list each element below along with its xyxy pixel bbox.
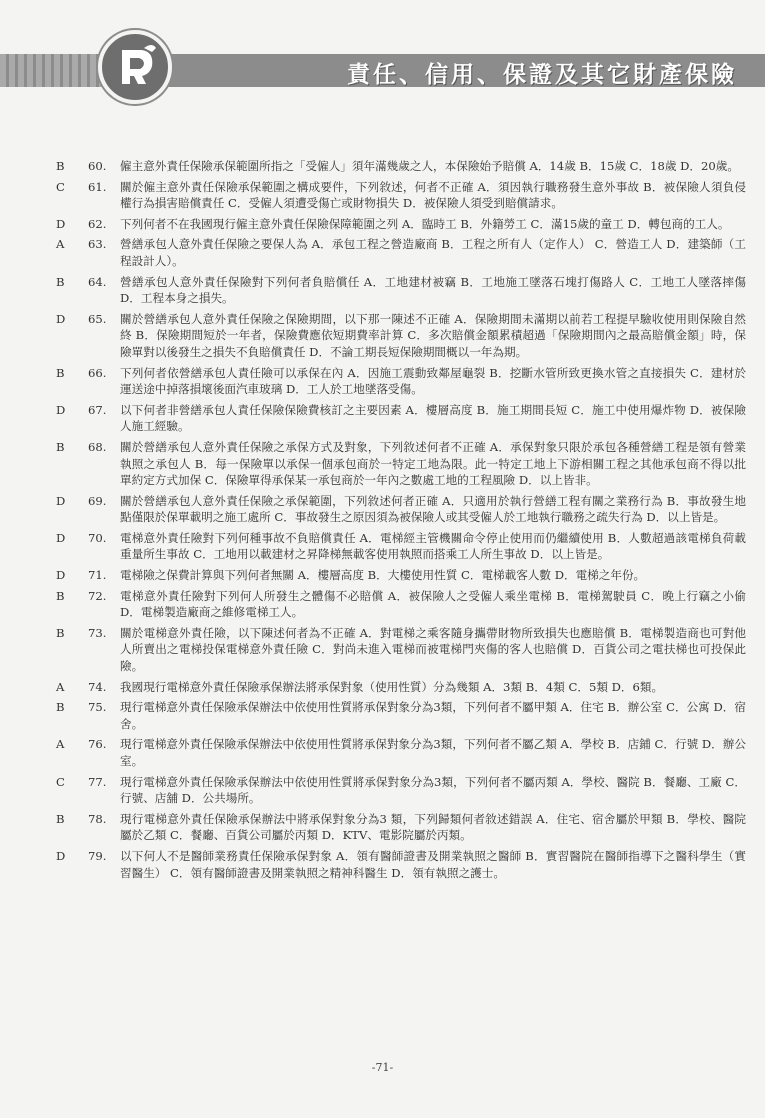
question-item	[56, 699, 746, 732]
page-title: 責任、信用、保證及其它財產保險	[347, 62, 737, 88]
question-text: 電梯意外責任險對下列何種事故不負賠償責任 A．電梯經主管機關命令停止使用而仍繼續使用 B．人數超過該電梯負荷載重量所生事故 C．工地用以載建材之昇降梯無載客使用執照而搭乘工人所生事故 D．以上皆是。	[120, 530, 746, 562]
question-text: 關於營繕承包人意外責任保險之承保方式及對象，下列敘述何者不正確 A．承保對象只限於承包各種營繕工程是領有營業執照之承包人 B．每一保險單以承保一個承包商於一特定工地為限。此一特定工地上下游相關工程之其他承包商不得以批單約定方式加保 C．保險單得承保某一承包商於一年內之數處工地的工程風險 D．以上皆非。	[120, 439, 746, 488]
answer-letter: B	[56, 365, 65, 380]
header-stripes	[0, 54, 108, 87]
question-list	[56, 158, 746, 885]
question-number: 62.	[88, 216, 107, 231]
question-item	[56, 274, 746, 307]
question-item	[56, 216, 746, 233]
question-item	[56, 736, 746, 769]
question-text: 營繕承包人意外責任保險之要保人為 A．承包工程之營造廠商 B．工程之所有人（定作人） C．營造工人 D．建築師（工程設計人）。	[120, 237, 746, 268]
answer-letter: D	[56, 848, 66, 863]
question-text: 關於營繕承包人意外責任保險之保險期間，以下那一陳述不正確 A．保險期間未滿期以前若工程提早驗收使用則保險自然終 B．保險期間短於一年者，保險費應依短期費率計算 C．多次賠償金額累積超過「保險期間內之最高賠償金額」時，保險單對以後發生之損失不負賠償責任 D．不論工期長短保險期間概以一年為期。	[120, 311, 746, 359]
question-number: 79.	[88, 848, 107, 863]
question-item	[56, 774, 746, 807]
question-item	[56, 625, 746, 675]
question-number: 74.	[88, 679, 107, 694]
question-item	[56, 588, 746, 621]
answer-letter: B	[56, 159, 65, 173]
answer-letter: B	[56, 625, 65, 640]
question-text: 關於電梯意外責任險，以下陳述何者為不正確 A．對電梯之乘客隨身攜帶財物所致損失也應賠償 B．電梯製造商也可對他人所賣出之電梯投保電梯意外責任險 C．對尚未進入電梯而被電梯門夾傷的客人也賠償 D．百貨公司之電扶梯也可投保此險。	[120, 625, 746, 674]
question-text: 下列何者不在我國現行僱主意外責任保險保障範圍之列 A．臨時工 B．外籍勞工 C．滿15歲的童工 D．轉包商的工人。	[120, 216, 730, 231]
question-number: 78.	[88, 811, 107, 826]
question-number: 67.	[88, 402, 107, 417]
question-text: 僱主意外責任保險承保範圍所指之「受僱人」須年滿幾歲之人，本保險始予賠償 A．14歲 B．15歲 C．18歲 D．20歲。	[120, 159, 739, 173]
question-text: 電梯險之保費計算與下列何者無關 A．樓層高度 B．大樓使用性質 C．電梯載客人數 D．電梯之年份。	[120, 568, 646, 583]
question-text: 現行電梯意外責任保險承保辦法中依使用性質將承保對象分為3類，下列何者不屬丙類 A．學校、醫院 B．餐廳、工廠 C．行號、店舖 D．公共場所。	[120, 774, 746, 806]
question-text: 現行電梯意外責任保險承保辦法中依使用性質將承保對象分為3類，下列何者不屬甲類 A．住宅 B．辦公室 C．公寓 D．宿舍。	[120, 700, 746, 731]
question-item	[56, 811, 746, 844]
answer-letter: D	[56, 568, 66, 583]
question-item	[56, 402, 746, 435]
page-header	[0, 0, 765, 110]
answer-letter: B	[56, 811, 65, 826]
question-item	[56, 530, 746, 563]
question-item	[56, 567, 746, 584]
question-number: 77.	[88, 774, 107, 789]
question-item	[56, 158, 746, 175]
question-number: 64.	[88, 274, 107, 289]
question-number: 70.	[88, 530, 107, 545]
question-item	[56, 848, 746, 881]
question-number: 73.	[88, 625, 107, 640]
question-number: 66.	[88, 365, 107, 380]
question-number: 69.	[88, 493, 107, 508]
question-item	[56, 236, 746, 269]
question-text: 我國現行電梯意外責任保險承保辦法將承保對象（使用性質）分為幾類 A．3類 B．4類 C．5類 D．6類。	[120, 679, 664, 694]
question-text: 現行電梯意外責任保險承保辦法中依使用性質將承保對象分為3類，下列何者不屬乙類 A．學校 B．店鋪 C．行號 D．辦公室。	[120, 737, 746, 768]
answer-letter: D	[56, 402, 66, 417]
answer-letter: A	[56, 679, 65, 694]
question-number: 76.	[88, 737, 107, 752]
question-text: 下列何者依營繕承包人責任險可以承保在內 A．因施工震動致鄰屋龜裂 B．挖斷水管所致更換水管之直接損失 C．建材於運送途中掉落損壞後面汽車玻璃 D．工人於工地墜落受傷。	[120, 365, 746, 397]
question-text: 以下何人不是醫師業務責任保險承保對象 A．領有醫師證書及開業執照之醫師 B．實習醫院在醫師指導下之醫科學生（實習醫生） C．領有醫師證書及開業執照之精神科醫生 D．領有執照之護士。	[120, 848, 746, 880]
answer-letter: D	[56, 216, 66, 231]
answer-letter: A	[56, 737, 65, 752]
answer-letter: A	[56, 237, 65, 252]
answer-letter: B	[56, 588, 65, 603]
question-number: 75.	[88, 700, 107, 715]
question-text: 關於僱主意外責任保險承保範圍之構成要件，下列敘述，何者不正確 A．須因執行職務發生意外事故 B．被保險人須負侵權行為損害賠償責任 C．受僱人須遭受傷亡或財物損失 D．被保險人須受到賠償請求。	[120, 179, 746, 211]
question-text: 現行電梯意外責任保險承保辦法中將承保對象分為3 類，下列歸類何者敘述錯誤 A．住宅、宿舍屬於甲類 B．學校、醫院屬於乙類 C．餐廳、百貨公司屬於丙類 D．KTV、電影院屬於丙類。	[120, 811, 746, 843]
answer-letter: B	[56, 439, 65, 454]
question-text: 關於營繕承包人意外責任保險之承保範圍，下列敘述何者正確 A．只適用於執行營繕工程有關之業務行為 B．事故發生地點僅限於保單載明之施工處所 C．事故發生之原因須為被保險人或其受僱人於工地執行職務之疏失行為 D．以上皆是。	[120, 493, 746, 525]
question-number: 65.	[88, 311, 107, 326]
answer-letter: C	[56, 179, 65, 194]
page-number: -71-	[371, 1061, 394, 1074]
question-text: 電梯意外責任險對下列何人所發生之體傷不必賠償 A．被保險人之受僱人乘坐電梯 B．電梯駕駛員 C．晚上行竊之小偷 D．電梯製造廠商之維修電梯工人。	[120, 588, 746, 620]
question-number: 61.	[88, 179, 107, 194]
question-item	[56, 365, 746, 398]
question-number: 68.	[88, 439, 107, 454]
answer-letter: B	[56, 700, 65, 715]
question-number: 63.	[88, 237, 107, 252]
question-item	[56, 493, 746, 526]
answer-letter: D	[56, 493, 66, 508]
answer-letter: C	[56, 774, 65, 789]
question-number: 72.	[88, 588, 107, 603]
answer-letter: B	[56, 274, 65, 289]
question-item	[56, 179, 746, 212]
question-text: 以下何者非營繕承包人責任保險保險費核訂之主要因素 A．樓層高度 B．施工期間長短 C．施工中使用爆炸物 D．被保險人施工經驗。	[120, 402, 746, 434]
logo	[98, 30, 172, 104]
question-text: 營繕承包人意外責任保險對下列何者負賠償任 A．工地建材被竊 B．工地施工墜落石塊打傷路人 C．工地工人墜落摔傷 D．工程本身之損失。	[120, 274, 746, 306]
question-number: 60.	[88, 159, 107, 173]
answer-letter: D	[56, 530, 66, 545]
question-item	[56, 679, 746, 696]
question-item	[56, 439, 746, 489]
question-number: 71.	[88, 568, 107, 583]
question-item	[56, 311, 746, 361]
dragon-logo-icon	[102, 34, 168, 100]
answer-letter: D	[56, 311, 66, 326]
